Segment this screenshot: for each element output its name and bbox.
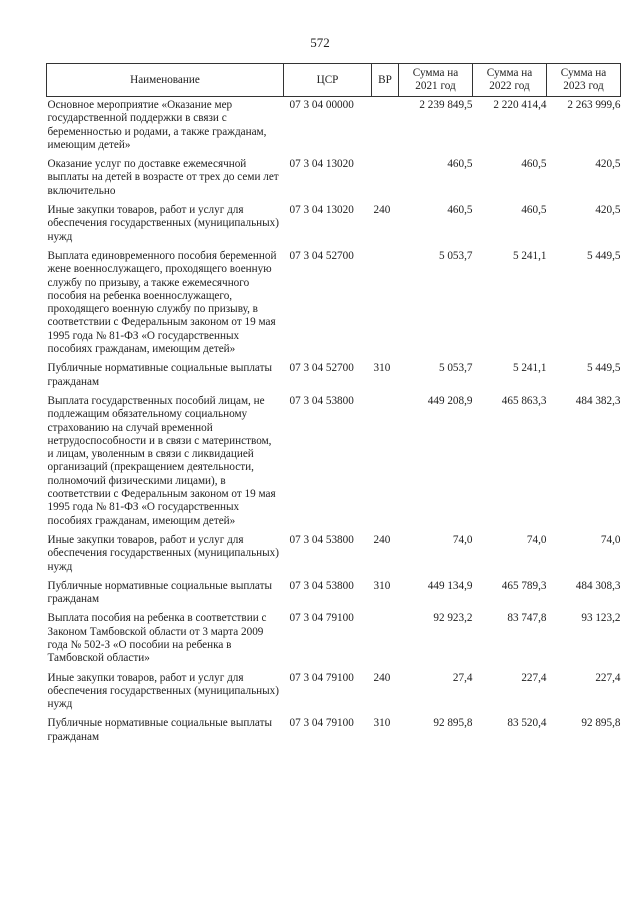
page-number: 572 bbox=[310, 35, 330, 50]
row-sum-2023: 74,0 bbox=[600, 533, 621, 546]
row-vr-code bbox=[372, 154, 399, 200]
row-csr-code: 07 3 04 53800 bbox=[289, 579, 354, 592]
row-sum-2023: 93 123,2 bbox=[581, 612, 621, 625]
row-name: Публичные нормативные социальные выплаты гражданам bbox=[47, 362, 273, 388]
row-sum-2021: 460,5 bbox=[447, 158, 473, 171]
header-csr: ЦСР bbox=[284, 64, 372, 97]
row-sum-2023: 92 895,8 bbox=[581, 717, 621, 730]
row-name: Выплата единовременного пособия беременной жене военнослужащего, проходящего военную службу по призыву, а также ежемесячного пособия на ребенка военнослужащего, проходящего военную службу по призыву, в соответствии с Федеральным законом от 19 мая 1995 года № 81-ФЗ «О государственных пособиях гражданам, имеющим детей» bbox=[47, 249, 277, 356]
table-header bbox=[47, 64, 621, 97]
row-name: Публичные нормативные социальные выплаты гражданам bbox=[47, 717, 273, 743]
row-name: Выплата пособия на ребенка в соответствии с Законом Тамбовской области от 3 марта 2009 года № 502-З «О пособии на ребенка в Тамбовской области» bbox=[47, 612, 267, 665]
table-row bbox=[47, 576, 621, 609]
table-row bbox=[47, 246, 621, 358]
row-sum-2022: 460,5 bbox=[521, 204, 547, 217]
row-vr-code: 240 bbox=[373, 533, 391, 546]
row-name: Иные закупки товаров, работ и услуг для обеспечения государственных (муниципальных) нужд bbox=[47, 533, 279, 573]
table-row bbox=[47, 97, 621, 155]
header-sum-2023: Сумма на 2023 год bbox=[547, 64, 621, 97]
row-sum-2021: 74,0 bbox=[452, 533, 473, 546]
row-sum-2022: 5 241,1 bbox=[512, 249, 547, 262]
row-sum-2023: 227,4 bbox=[595, 671, 621, 684]
budget-table bbox=[46, 63, 621, 746]
row-sum-2023: 484 308,3 bbox=[575, 579, 621, 592]
row-name: Основное мероприятие «Оказание мер государственной поддержки в связи с беременностью и родами, а также гражданам, имеющим детей» bbox=[47, 99, 267, 151]
row-name: Иные закупки товаров, работ и услуг для обеспечения государственных (муниципальных) нужд bbox=[47, 204, 279, 243]
row-sum-2021: 5 053,7 bbox=[438, 249, 473, 262]
row-sum-2022: 83 520,4 bbox=[507, 717, 547, 730]
row-csr-code: 07 3 04 52700 bbox=[289, 362, 354, 375]
row-vr-code bbox=[372, 391, 399, 530]
row-csr-code: 07 3 04 13020 bbox=[289, 204, 354, 217]
row-csr-code: 07 3 04 53800 bbox=[289, 394, 354, 407]
header-sum-2021: Сумма на 2021 год bbox=[399, 64, 473, 97]
row-sum-2022: 465 789,3 bbox=[501, 579, 547, 592]
row-sum-2022: 460,5 bbox=[521, 158, 547, 171]
row-csr-code: 07 3 04 53800 bbox=[289, 533, 354, 546]
row-name: Оказание услуг по доставке ежемесячной выплаты на детей в возрасте от трех до семи лет включительно bbox=[47, 158, 279, 197]
row-sum-2021: 460,5 bbox=[447, 204, 473, 217]
row-sum-2022: 2 220 414,4 bbox=[493, 99, 547, 111]
row-vr-code: 310 bbox=[373, 717, 391, 730]
row-sum-2021: 27,4 bbox=[452, 671, 473, 684]
row-vr-code: 310 bbox=[373, 579, 391, 592]
row-sum-2022: 227,4 bbox=[521, 671, 547, 684]
row-sum-2022: 83 747,8 bbox=[507, 612, 547, 625]
row-vr-code bbox=[372, 608, 399, 667]
table-body bbox=[47, 97, 621, 747]
row-csr-code: 07 3 04 79100 bbox=[289, 717, 354, 730]
row-sum-2021: 449 208,9 bbox=[427, 394, 473, 407]
row-csr-code: 07 3 04 52700 bbox=[289, 249, 354, 262]
row-sum-2021: 92 923,2 bbox=[433, 612, 473, 625]
row-sum-2023: 420,5 bbox=[595, 204, 621, 217]
table-row bbox=[47, 608, 621, 667]
row-vr-code: 240 bbox=[373, 204, 391, 217]
row-vr-code: 310 bbox=[373, 362, 391, 375]
row-sum-2021: 2 239 849,5 bbox=[419, 99, 473, 111]
row-csr-code: 07 3 04 13020 bbox=[289, 158, 354, 171]
row-sum-2023: 2 263 999,6 bbox=[567, 99, 621, 111]
table-row bbox=[47, 358, 621, 391]
row-sum-2022: 465 863,3 bbox=[501, 394, 547, 407]
row-vr-code bbox=[372, 97, 399, 155]
table-row bbox=[47, 713, 621, 746]
row-sum-2023: 5 449,5 bbox=[586, 362, 621, 375]
row-csr-code: 07 3 04 79100 bbox=[289, 671, 354, 684]
row-sum-2023: 5 449,5 bbox=[586, 249, 621, 262]
table-row bbox=[47, 668, 621, 714]
row-name: Публичные нормативные социальные выплаты гражданам bbox=[47, 579, 273, 606]
row-vr-code bbox=[372, 246, 399, 358]
row-sum-2021: 5 053,7 bbox=[438, 362, 473, 375]
table-row bbox=[47, 154, 621, 200]
row-vr-code: 240 bbox=[373, 671, 391, 684]
row-sum-2022: 74,0 bbox=[526, 533, 547, 546]
row-csr-code: 07 3 04 00000 bbox=[289, 99, 354, 111]
table-row bbox=[47, 530, 621, 576]
row-sum-2022: 5 241,1 bbox=[512, 362, 547, 375]
table-row bbox=[47, 200, 621, 246]
row-sum-2023: 484 382,3 bbox=[575, 394, 621, 407]
row-sum-2021: 92 895,8 bbox=[433, 717, 473, 730]
header-vr: ВР bbox=[372, 64, 399, 97]
row-sum-2023: 420,5 bbox=[595, 158, 621, 171]
header-name: Наименование bbox=[47, 64, 284, 97]
header-sum-2022: Сумма на 2022 год bbox=[473, 64, 547, 97]
row-name: Иные закупки товаров, работ и услуг для обеспечения государственных (муниципальных) нужд bbox=[47, 671, 279, 711]
table-row bbox=[47, 391, 621, 530]
row-sum-2021: 449 134,9 bbox=[427, 579, 473, 592]
row-csr-code: 07 3 04 79100 bbox=[289, 612, 354, 625]
row-name: Выплата государственных пособий лицам, не подлежащим обязательному социальному страхованию на случай временной нетрудоспособности и в связи с материнством, и лицам, уволенным в связи с ликвидацией организаций (прекращением деятельности, полномочий физическими лицами), в соответствии с Федеральным законом от 19 мая 1995 года № 81-ФЗ «О государственных пособиях гражданам, имеющим детей» bbox=[47, 394, 276, 527]
